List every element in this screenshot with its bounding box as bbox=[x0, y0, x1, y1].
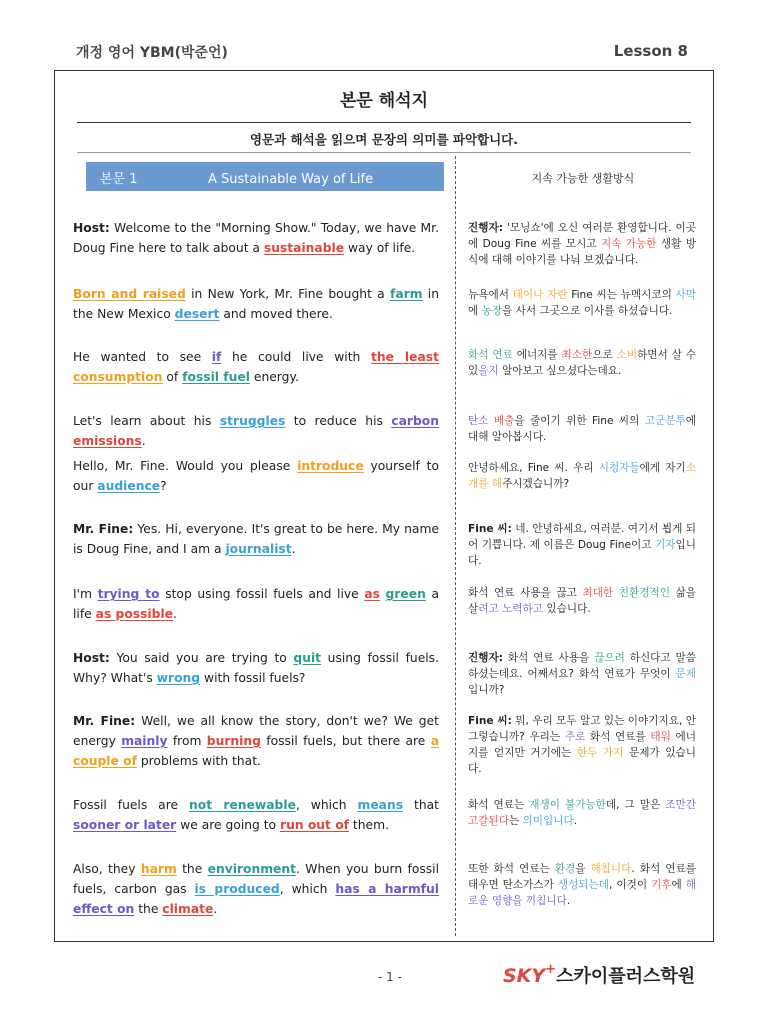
english-paragraph bbox=[73, 456, 439, 496]
english-paragraph bbox=[73, 648, 439, 688]
highlighted-term: trying to bbox=[97, 587, 160, 601]
highlighted-term: 진행자: bbox=[468, 222, 503, 234]
highlighted-term: Fine 씨: bbox=[468, 523, 512, 535]
english-paragraph bbox=[73, 411, 439, 451]
text-run: Hello, Mr. Fine. Would you please bbox=[73, 459, 298, 473]
text-run: 에 대해 알아봅시다. bbox=[468, 415, 696, 443]
english-paragraph bbox=[73, 859, 439, 919]
highlighted-term: 배출 bbox=[493, 415, 515, 427]
highlighted-term: burning bbox=[206, 734, 261, 748]
korean-translation bbox=[468, 220, 696, 268]
text-run: using fossil fuels. Why? What's bbox=[73, 651, 439, 685]
page-subtitle: 영문과 해석을 읽으며 문장의 의미를 파악합니다. bbox=[249, 132, 518, 147]
text-run: . bbox=[573, 815, 578, 827]
text-run: the bbox=[176, 862, 208, 876]
highlighted-term: 려고 노력하고 bbox=[478, 603, 544, 615]
text-run: You said you are trying to bbox=[109, 651, 294, 665]
text-run: 화석 연료는 bbox=[468, 799, 530, 811]
highlighted-term: 의미입니다 bbox=[522, 815, 574, 827]
text-run: the bbox=[134, 902, 163, 916]
text-run: from bbox=[167, 734, 207, 748]
english-paragraph bbox=[73, 347, 439, 387]
text-run: 입니까? bbox=[468, 684, 505, 696]
highlighted-term: 해칩니다 bbox=[590, 863, 632, 875]
korean-translation bbox=[468, 347, 696, 379]
highlighted-term: sooner or later bbox=[73, 818, 177, 832]
text-run: 에게 자기 bbox=[639, 462, 686, 474]
highlighted-term: 태워 bbox=[650, 731, 671, 743]
highlighted-term: the least bbox=[370, 350, 439, 364]
highlighted-term: 고군분투 bbox=[644, 415, 686, 427]
text-run: 는 bbox=[508, 815, 523, 827]
highlighted-term: carbon bbox=[391, 414, 439, 428]
highlighted-term: 조만간 bbox=[665, 799, 696, 811]
text-run: '모닝쇼'에 오신 여러분 환영합니다. 이곳에 Doug Fine 씨를 모시고 bbox=[468, 222, 696, 250]
highlighted-term: Host: bbox=[73, 651, 110, 665]
text-run: , which bbox=[295, 798, 358, 812]
text-run: . bbox=[566, 895, 571, 907]
highlighted-term: 재생이 불가능한 bbox=[529, 799, 606, 811]
text-run: energy. bbox=[249, 370, 299, 384]
column-divider bbox=[455, 156, 456, 936]
text-run: Fossil fuels are bbox=[73, 798, 190, 812]
highlighted-term: Host: bbox=[73, 221, 110, 235]
highlighted-term: 환경 bbox=[554, 863, 576, 875]
text-run: Let's learn about his bbox=[73, 414, 220, 428]
text-run: 을 줄이기 위한 Fine 씨의 bbox=[514, 415, 645, 427]
highlighted-term: as possible bbox=[95, 607, 174, 621]
text-run: a life bbox=[73, 587, 439, 621]
highlighted-term: 소비 bbox=[616, 349, 638, 361]
highlighted-term: 진행자: bbox=[468, 652, 503, 664]
text-run: . bbox=[173, 607, 177, 621]
text-run: . bbox=[141, 434, 146, 448]
text-run: 문제가 있습니다. bbox=[468, 747, 696, 775]
text-run: to reduce his bbox=[285, 414, 392, 428]
highlighted-term: 지속 가능한 bbox=[600, 238, 657, 250]
highlighted-term: mainly bbox=[121, 734, 168, 748]
text-run: we are going to bbox=[176, 818, 280, 832]
highlighted-term: a couple of bbox=[73, 734, 439, 768]
highlighted-term: not renewable bbox=[189, 798, 296, 812]
highlighted-term: Mr. Fine: bbox=[73, 522, 134, 536]
text-run: 에너지를 bbox=[512, 349, 562, 361]
text-run: in New York, Mr. Fine bought a bbox=[185, 287, 390, 301]
text-run: 화석 연료 사용을 끊고 bbox=[468, 587, 583, 599]
text-run: 에 bbox=[671, 879, 686, 891]
section-header bbox=[86, 162, 444, 191]
text-run: 을 bbox=[575, 863, 591, 875]
text-run: stop using fossil fuels and live bbox=[159, 587, 365, 601]
korean-translation bbox=[468, 287, 696, 319]
text-run: 삶을 살 bbox=[468, 587, 696, 615]
highlighted-term: desert bbox=[174, 307, 220, 321]
english-paragraph bbox=[73, 711, 439, 771]
text-run: 을 사서 그곳으로 이사를 하셨습니다. bbox=[502, 305, 673, 317]
highlighted-term: emissions bbox=[73, 434, 142, 448]
text-run: 알아보고 싶으셨다는데요. bbox=[498, 365, 622, 377]
highlighted-term: 한두 가지 bbox=[576, 747, 624, 759]
highlighted-term: quit bbox=[293, 651, 322, 665]
text-run: 네. 안녕하세요, 여러분. 여기서 뵙게 되어 기쁩니다. 제 이름은 Doug Fine이고 bbox=[468, 523, 696, 551]
text-run: 화석 연료를 bbox=[585, 731, 651, 743]
text-run: Also, they bbox=[73, 862, 141, 876]
korean-translation bbox=[468, 585, 696, 617]
english-paragraph bbox=[73, 218, 439, 258]
section-label: 본문 1 bbox=[100, 172, 138, 187]
highlighted-term: Mr. Fine: bbox=[73, 714, 136, 728]
text-run: . bbox=[291, 542, 296, 556]
text-run: I'm bbox=[73, 587, 98, 601]
highlighted-term: green bbox=[385, 587, 426, 601]
korean-translation bbox=[468, 713, 696, 777]
highlighted-term: consumption bbox=[73, 370, 163, 384]
highlighted-term: 기자 bbox=[655, 539, 676, 551]
highlighted-term: is produced bbox=[194, 882, 280, 896]
highlighted-term: struggles bbox=[219, 414, 286, 428]
text-run: 주시겠습니까? bbox=[502, 478, 570, 490]
english-paragraph bbox=[73, 284, 439, 324]
highlighted-term: environment bbox=[207, 862, 297, 876]
highlighted-term: 해로운 영향을 끼칩니다 bbox=[468, 879, 696, 907]
text-run: 으로 bbox=[592, 349, 617, 361]
highlighted-term: 생성되는데 bbox=[557, 879, 610, 891]
highlighted-term: audience bbox=[97, 479, 161, 493]
text-run: He wanted to see bbox=[73, 350, 212, 364]
text-run: 있습니다. bbox=[543, 603, 591, 615]
highlighted-term: journalist bbox=[225, 542, 292, 556]
text-run: 뭐, 우리 모두 알고 있는 이야기지요, 안 그렇습니까? 우리는 bbox=[468, 715, 696, 743]
academy-logo bbox=[503, 962, 695, 988]
highlighted-term: 탄소 bbox=[468, 415, 489, 427]
korean-translation bbox=[468, 521, 696, 569]
text-run: 에 bbox=[468, 305, 482, 317]
text-run: 하신다고 말씀하셨는데요. 어째서요? 화석 연료가 무엇이 bbox=[468, 652, 697, 680]
text-run: . bbox=[213, 902, 218, 916]
text-run: yourself to our bbox=[73, 459, 439, 493]
translation-title: 지속 가능한 생활방식 bbox=[531, 172, 635, 185]
text-run: that bbox=[403, 798, 439, 812]
highlighted-term: climate bbox=[162, 902, 214, 916]
highlighted-term: 최소한 bbox=[561, 349, 593, 361]
text-run: in the New Mexico bbox=[73, 287, 439, 321]
highlighted-term: 을지 bbox=[478, 365, 499, 377]
highlighted-term: 시청자들 bbox=[598, 462, 640, 474]
korean-translation bbox=[468, 797, 696, 829]
logo-sky: SKY bbox=[503, 965, 546, 987]
highlighted-term: wrong bbox=[156, 671, 201, 685]
highlighted-term: has a harmful effect on bbox=[73, 882, 440, 916]
highlighted-term: 주로 bbox=[564, 731, 586, 743]
highlighted-term: if bbox=[211, 350, 222, 364]
text-run: 또한 화석 연료는 bbox=[468, 863, 555, 875]
text-run: of bbox=[162, 370, 183, 384]
highlighted-term: run out of bbox=[280, 818, 350, 832]
korean-translation bbox=[468, 460, 696, 492]
english-paragraph bbox=[73, 519, 439, 559]
highlighted-term: 문제 bbox=[675, 668, 696, 680]
text-run: Yes. Hi, everyone. It's great to be here. My name is Doug Fine, and I am a bbox=[73, 522, 439, 556]
subtitle-divider bbox=[77, 152, 691, 153]
text-run: with fossil fuels? bbox=[200, 671, 306, 685]
text-run: 데, 그 말은 bbox=[605, 799, 666, 811]
highlighted-term: harm bbox=[140, 862, 177, 876]
text-run: . 화석 연료를 태우면 탄소가스가 bbox=[468, 863, 696, 891]
highlighted-term: farm bbox=[389, 287, 423, 301]
text-run: 하면서 살 수 있 bbox=[468, 349, 696, 377]
text-run: ? bbox=[160, 479, 167, 493]
english-paragraph bbox=[73, 584, 439, 624]
text-run: Welcome to the "Morning Show." Today, we have Mr. Doug Fine here to talk about a bbox=[73, 221, 439, 255]
highlighted-term: Born and raised bbox=[73, 287, 186, 301]
highlighted-term: 고갈된다 bbox=[468, 815, 509, 827]
text-run: and moved there. bbox=[219, 307, 333, 321]
highlighted-term: 소개를 해 bbox=[468, 462, 696, 490]
highlighted-term: 친환경적인 bbox=[618, 587, 670, 599]
text-run: problems with that. bbox=[136, 754, 261, 768]
highlighted-term: fossil fuel bbox=[182, 370, 250, 384]
highlighted-term: 최대한 bbox=[582, 587, 614, 599]
text-run: he could live with bbox=[221, 350, 371, 364]
highlighted-term: 끊으려 bbox=[594, 652, 625, 664]
korean-translation bbox=[468, 413, 696, 445]
logo-plus: + bbox=[545, 962, 557, 977]
text-run: way of life. bbox=[344, 241, 416, 255]
title-divider bbox=[77, 122, 691, 123]
korean-translation bbox=[468, 650, 696, 698]
page-title: 본문 해석지 bbox=[339, 91, 429, 111]
highlighted-term: means bbox=[357, 798, 404, 812]
korean-translation bbox=[468, 861, 696, 909]
highlighted-term: Fine 씨: bbox=[468, 715, 512, 727]
highlighted-term: introduce bbox=[297, 459, 364, 473]
header-lesson: Lesson 8 bbox=[613, 42, 688, 60]
highlighted-term: 태어나 자란 bbox=[512, 289, 568, 301]
text-run: 생활 방식에 대해 이야기를 나눠 보겠습니다. bbox=[468, 238, 696, 266]
text-run: them. bbox=[349, 818, 389, 832]
text-run: 안녕하세요, Fine 씨. 우리 bbox=[468, 462, 599, 474]
highlighted-term: as bbox=[364, 587, 380, 601]
text-run: Well, we all know the story, don't we? We get energy bbox=[73, 714, 439, 748]
text-run: , 이것이 bbox=[609, 879, 652, 891]
header-course: 개정 영어 YBM(박준언) bbox=[76, 45, 228, 61]
text-run: 입니다. bbox=[468, 539, 696, 567]
text-run: 뉴욕에서 bbox=[468, 289, 513, 301]
text-run: 화석 연료 사용을 bbox=[502, 652, 595, 664]
english-paragraph bbox=[73, 795, 439, 835]
highlighted-term: sustainable bbox=[263, 241, 345, 255]
text-run: Fine 씨는 뉴멕시코의 bbox=[567, 289, 676, 301]
highlighted-term: 화석 연료 bbox=[468, 349, 513, 361]
text-run: , which bbox=[279, 882, 336, 896]
highlighted-term: 기후 bbox=[651, 879, 672, 891]
text-run: . When you burn fossil fuels, carbon gas bbox=[73, 862, 439, 896]
logo-name: 스카이플러스학원 bbox=[556, 966, 696, 987]
section-name: A Sustainable Way of Life bbox=[208, 172, 374, 187]
text-run: 에너지를 얻지만 거기에는 bbox=[468, 731, 696, 759]
page-number: - 1 - bbox=[378, 970, 402, 984]
highlighted-term: 사막 bbox=[675, 289, 696, 301]
highlighted-term: 농장 bbox=[481, 305, 503, 317]
text-run: fossil fuels, but there are bbox=[260, 734, 431, 748]
